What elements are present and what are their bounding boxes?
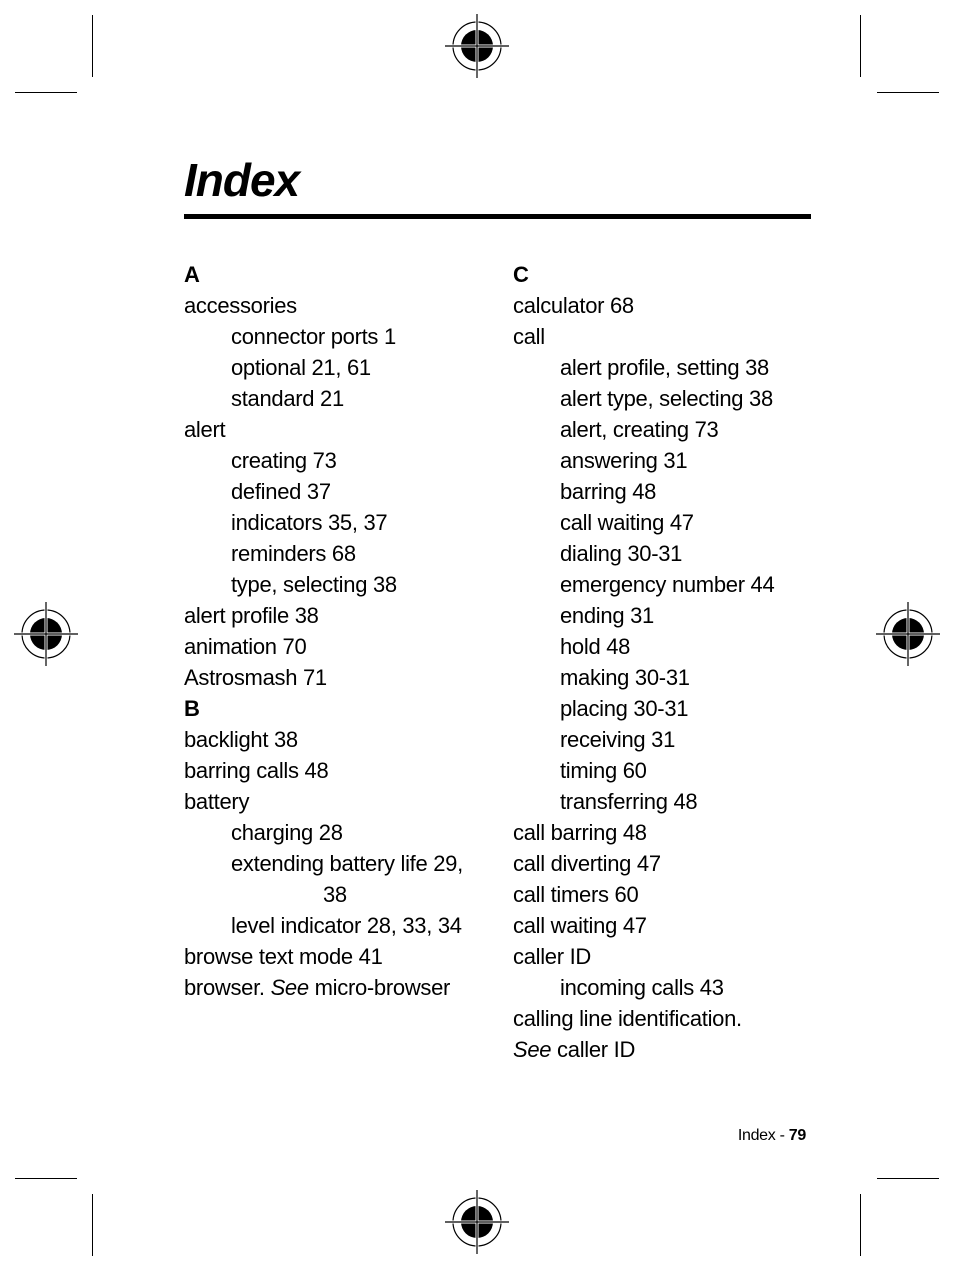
index-entry: indicators 35, 37 (231, 510, 388, 535)
see-reference: See (513, 1037, 552, 1062)
index-entry (184, 972, 504, 1003)
index-entry (513, 1034, 833, 1065)
index-entry: caller ID (513, 944, 591, 969)
index-entry-target: micro-browser (308, 975, 451, 1000)
index-entry-target: caller ID (551, 1037, 636, 1062)
crop-mark (877, 92, 939, 93)
index-letter-heading: B (184, 696, 200, 721)
index-entry: charging 28 (231, 820, 343, 845)
index-entry: 38 (323, 882, 347, 907)
index-entry: timing 60 (560, 758, 647, 783)
index-entry: barring 48 (560, 479, 657, 504)
page-title: Index (184, 154, 300, 206)
crop-mark (860, 1194, 861, 1256)
crop-mark (877, 1178, 939, 1179)
crop-mark (92, 15, 93, 77)
index-entry-text: browser. (184, 975, 271, 1000)
registration-mark-icon (14, 602, 78, 666)
index-entry: alert profile, setting 38 (560, 355, 769, 380)
index-entry: answering 31 (560, 448, 688, 473)
index-entry: animation 70 (184, 634, 307, 659)
index-entry: calculator 68 (513, 293, 634, 318)
index-entry: Astrosmash 71 (184, 665, 327, 690)
index-entry: emergency number 44 (560, 572, 775, 597)
index-entry: call barring 48 (513, 820, 647, 845)
index-letter-heading: A (184, 262, 200, 287)
registration-mark-icon (445, 1190, 509, 1254)
index-entry: optional 21, 61 (231, 355, 371, 380)
crop-mark (15, 92, 77, 93)
registration-mark-icon (445, 14, 509, 78)
index-entry: defined 37 (231, 479, 331, 504)
title-rule (184, 214, 811, 219)
index-entry: browse text mode 41 (184, 944, 383, 969)
registration-mark-icon (876, 602, 940, 666)
index-entry: extending battery life 29, (231, 851, 463, 876)
index-entry: reminders 68 (231, 541, 356, 566)
index-entry: alert profile 38 (184, 603, 319, 628)
crop-mark (860, 15, 861, 77)
index-entry: call timers 60 (513, 882, 639, 907)
index-entry: receiving 31 (560, 727, 676, 752)
index-entry: dialing 30-31 (560, 541, 683, 566)
index-entry: call diverting 47 (513, 851, 661, 876)
index-entry: alert (184, 417, 226, 442)
page-footer (738, 1125, 806, 1147)
index-entry: ending 31 (560, 603, 654, 628)
index-entry: level indicator 28, 33, 34 (231, 913, 462, 938)
index-entry: call (513, 324, 545, 349)
index-entry: barring calls 48 (184, 758, 329, 783)
index-entry: alert, creating 73 (560, 417, 719, 442)
index-entry: hold 48 (560, 634, 631, 659)
index-column-left (184, 259, 504, 1003)
crop-mark (15, 1178, 77, 1179)
index-entry: transferring 48 (560, 789, 698, 814)
index-entry: alert type, selecting 38 (560, 386, 773, 411)
index-entry: placing 30-31 (560, 696, 689, 721)
index-entry: calling line identification. (513, 1006, 742, 1031)
see-reference: See (270, 975, 309, 1000)
index-entry: backlight 38 (184, 727, 298, 752)
index-entry: standard 21 (231, 386, 344, 411)
index-entry: call waiting 47 (513, 913, 647, 938)
index-entry: type, selecting 38 (231, 572, 397, 597)
index-entry: incoming calls 43 (560, 975, 724, 1000)
index-column-right (513, 259, 833, 1065)
index-entry: call waiting 47 (560, 510, 694, 535)
index-entry: creating 73 (231, 448, 337, 473)
index-entry: battery (184, 789, 250, 814)
page-number: 79 (788, 1127, 806, 1144)
footer-section: Index - (737, 1127, 789, 1144)
index-entry: accessories (184, 293, 297, 318)
index-letter-heading: C (513, 262, 529, 287)
index-entry: connector ports 1 (231, 324, 396, 349)
crop-mark (92, 1194, 93, 1256)
index-entry: making 30-31 (560, 665, 690, 690)
